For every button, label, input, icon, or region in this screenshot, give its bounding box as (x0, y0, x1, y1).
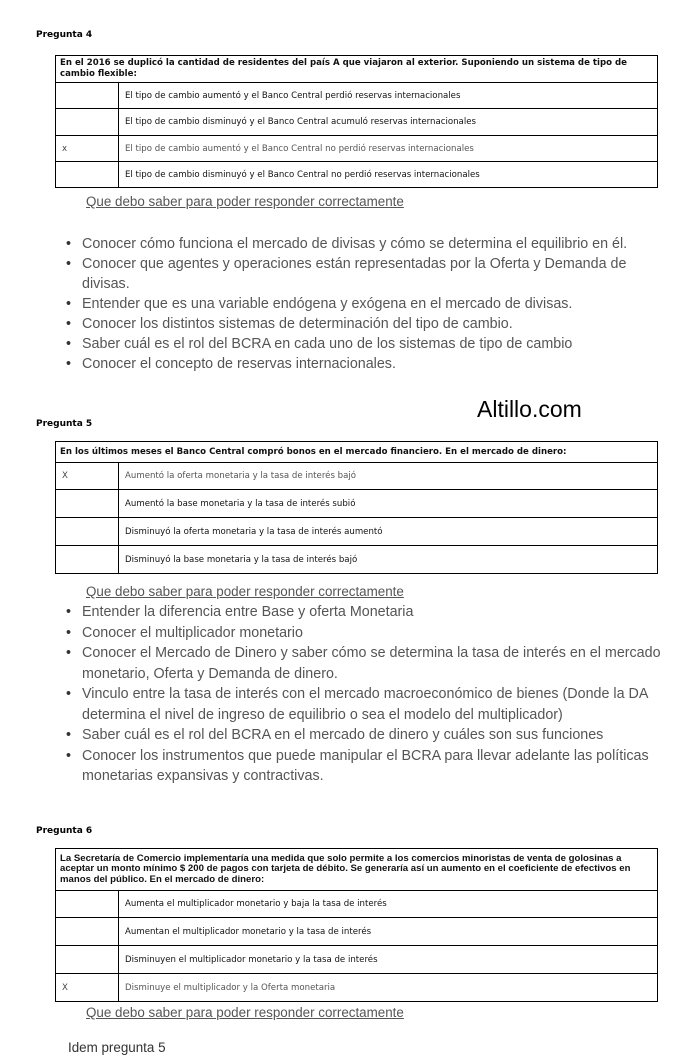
answer-option-row[interactable] (56, 918, 658, 946)
answer-mark (56, 918, 119, 946)
question-4-heading: Pregunta 4 (36, 30, 93, 40)
list-item: • Conocer cómo funciona el mercado de divisas y cómo se determina el equilibrio en él. (62, 234, 662, 254)
question-6-heading: Pregunta 6 (36, 826, 93, 836)
answer-option-text: Aumentó la oferta monetaria y la tasa de interés bajó (119, 463, 658, 490)
list-item: • Saber cuál es el rol del BCRA en cada uno de los sistemas de tipo de cambio (62, 334, 662, 354)
site-watermark: Altillo.com (477, 396, 582, 422)
answer-option-text: Aumenta el multiplicador monetario y baja la tasa de interés (119, 891, 658, 918)
answer-option-text: El tipo de cambio aumentó y el Banco Central perdió reservas internacionales (119, 83, 658, 109)
answer-option-text: Disminuyó la oferta monetaria y la tasa de interés aumentó (119, 518, 658, 546)
answer-option-row[interactable] (56, 162, 658, 188)
question-4-statement: En el 2016 se duplicó la cantidad de residentes del país A que viajaron al exterior. Suponiendo un sistema de tipo de cambio flexible: (56, 56, 658, 83)
study-hint-heading: Que debo saber para poder responder correctamente (86, 1005, 404, 1020)
answer-mark (56, 518, 119, 546)
list-item: • Conocer que agentes y operaciones están representadas por la Oferta y Demanda de divisas. (62, 254, 662, 294)
answer-option-row-selected[interactable] (56, 974, 658, 1002)
question-5-statement: En los últimos meses el Banco Central compró bonos en el mercado financiero. En el mercado de dinero: (56, 442, 658, 463)
question-6-statement: La Secretaría de Comercio implementaría una medida que solo permite a los comercios minoristas de venta de golosinas a aceptar un monto mínimo $ 200 de pagos con tarjeta de débito. Se generaría así un aumento en el coeficiente de efectivos en manos del público. En el mercado de dinero: (56, 849, 658, 891)
answer-option-row-selected[interactable] (56, 136, 658, 162)
answer-mark (56, 546, 119, 574)
list-item: • Entender la diferencia entre Base y oferta Monetaria (62, 602, 662, 623)
study-hint-heading: Que debo saber para poder responder correctamente (86, 584, 404, 599)
answer-option-row[interactable] (56, 109, 658, 136)
list-item: • Conocer el multiplicador monetario (62, 623, 662, 644)
answer-option-text: Disminuyen el multiplicador monetario y la tasa de interés (119, 946, 658, 974)
answer-option-row[interactable] (56, 83, 658, 109)
answer-mark (56, 83, 119, 109)
answer-option-text: Aumentó la base monetaria y la tasa de interés subió (119, 490, 658, 518)
answer-option-text: Disminuyó la base monetaria y la tasa de interés bajó (119, 546, 658, 574)
answer-option-text: El tipo de cambio aumentó y el Banco Central no perdió reservas internacionales (119, 136, 658, 162)
study-hint-heading: Que debo saber para poder responder correctamente (86, 194, 404, 209)
list-item: • Vinculo entre la tasa de interés con el mercado macroeconómico de bienes (Donde la DA determina el nivel de ingreso de equilibrio o sea el modelo del multiplicador) (62, 684, 662, 725)
question-5-topics-list (62, 602, 662, 787)
question-4-topics-list (62, 234, 662, 374)
list-item: • Conocer el Mercado de Dinero y saber cómo se determina la tasa de interés en el mercado monetario, Oferta y Demanda de dinero. (62, 643, 662, 684)
question-6-table (55, 848, 658, 1002)
answer-option-row[interactable] (56, 518, 658, 546)
answer-mark: X (56, 974, 119, 1002)
answer-option-text: Disminuye el multiplicador y la Oferta monetaria (119, 974, 658, 1002)
answer-mark (56, 946, 119, 974)
answer-option-row[interactable] (56, 946, 658, 974)
question-5-heading: Pregunta 5 (36, 419, 93, 429)
answer-mark (56, 891, 119, 918)
answer-mark (56, 490, 119, 518)
answer-mark: x (56, 136, 119, 162)
list-item: • Conocer los instrumentos que puede manipular el BCRA para llevar adelante las políticas monetarias expansivas y contractivas. (62, 746, 662, 787)
question-5-table (55, 441, 658, 574)
answer-option-text: El tipo de cambio disminuyó y el Banco Central acumuló reservas internacionales (119, 109, 658, 136)
answer-option-text: Aumentan el multiplicador monetario y la tasa de interés (119, 918, 658, 946)
list-item: • Conocer los distintos sistemas de determinación del tipo de cambio. (62, 314, 662, 334)
list-item: • Saber cuál es el rol del BCRA en el mercado de dinero y cuáles son sus funciones (62, 725, 662, 746)
question-4-table (55, 55, 658, 188)
list-item: • Conocer el concepto de reservas internacionales. (62, 354, 662, 374)
answer-option-row[interactable] (56, 546, 658, 574)
answer-option-row[interactable] (56, 490, 658, 518)
answer-mark (56, 162, 119, 188)
answer-option-row-selected[interactable] (56, 463, 658, 490)
answer-mark (56, 109, 119, 136)
idem-note: Idem pregunta 5 (68, 1040, 166, 1055)
answer-option-text: El tipo de cambio disminuyó y el Banco Central no perdió reservas internacionales (119, 162, 658, 188)
answer-option-row[interactable] (56, 891, 658, 918)
list-item: • Entender que es una variable endógena y exógena en el mercado de divisas. (62, 294, 662, 314)
answer-mark: X (56, 463, 119, 490)
